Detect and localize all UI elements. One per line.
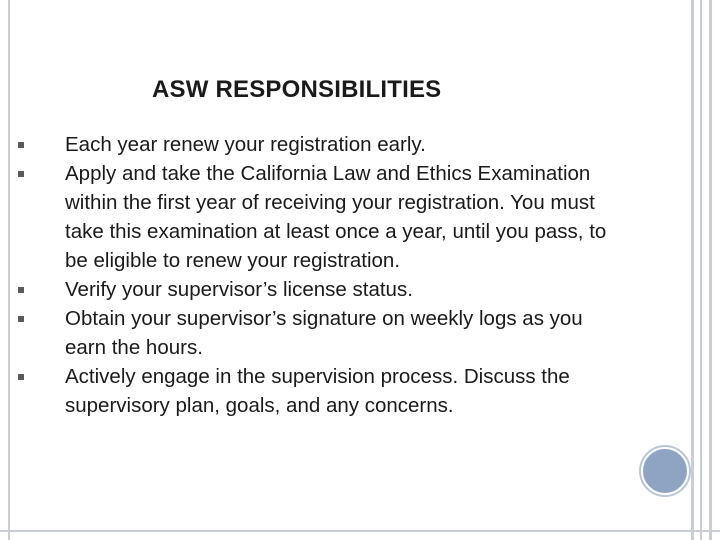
bullet-text: Verify your supervisor’s license status.: [65, 278, 413, 301]
bullet-list: [0, 130, 720, 420]
slide-title: ASW RESPONSIBILITIES: [152, 76, 442, 103]
bullet-text: Actively engage in the supervision process. Discuss the supervisory plan, goals, and any concerns.: [65, 365, 570, 417]
bullet-item: [0, 130, 625, 159]
square-bullet-icon: [18, 316, 24, 322]
bullet-item: [0, 159, 625, 275]
bullet-item: [0, 275, 625, 304]
square-bullet-icon: [18, 171, 24, 177]
frame-line-bottom: [0, 530, 720, 532]
bullet-text: Each year renew your registration early.: [65, 133, 426, 156]
bullet-item: [0, 304, 625, 362]
square-bullet-icon: [18, 142, 24, 148]
decorative-circle-icon: [641, 447, 689, 495]
square-bullet-icon: [18, 374, 24, 380]
bullet-text: Apply and take the California Law and Ethics Examination within the first year of receiving your registration. You must take this examination at least once a year, until you pass, to be eligible to renew your registration.: [65, 162, 607, 272]
square-bullet-icon: [18, 287, 24, 293]
bullet-item: [0, 362, 625, 420]
bullet-text: Obtain your supervisor’s signature on weekly logs as you earn the hours.: [65, 307, 583, 359]
